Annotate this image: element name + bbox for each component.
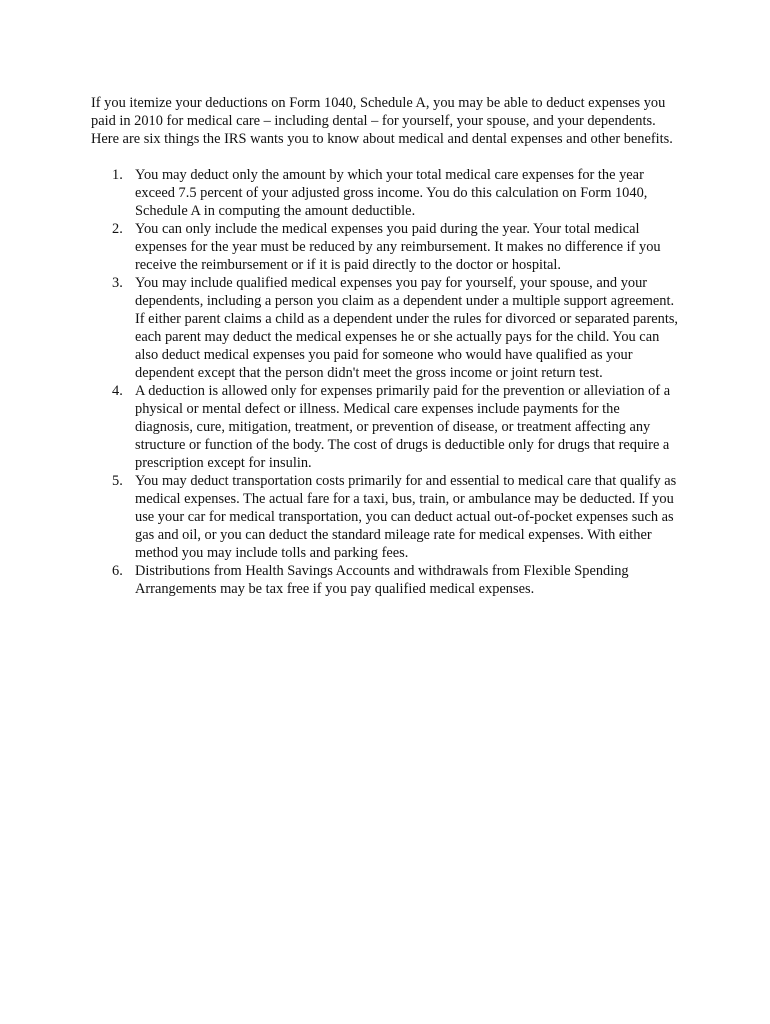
list-item-number: 2. bbox=[112, 221, 123, 237]
list-item-text: You can only include the medical expenses you paid during the year. Your total medical expenses for the year must be reduced by any reimbursement. It makes no difference if you receive the reimbursement or if it is paid directly to the doctor or hospital. bbox=[135, 221, 661, 273]
document-body bbox=[91, 94, 681, 598]
list-item-text: You may deduct transportation costs primarily for and essential to medical care that qualify as medical expenses. The actual fare for a taxi, bus, train, or ambulance may be deducted. If you use your car for medical transportation, you can deduct actual out-of-pocket expenses such as gas and oil, or you can deduct the standard mileage rate for medical expenses. With either method you may include tolls and parking fees. bbox=[135, 473, 677, 561]
list-item-text: Distributions from Health Savings Accounts and withdrawals from Flexible Spending Arrangements may be tax free if you pay qualified medical expenses. bbox=[135, 563, 629, 597]
list-item-number: 5. bbox=[112, 473, 123, 489]
list-item bbox=[91, 472, 681, 562]
list-item-text: You may deduct only the amount by which your total medical care expenses for the year exceed 7.5 percent of your adjusted gross income. You do this calculation on Form 1040, Schedule A in computing the amount deductible. bbox=[135, 167, 648, 219]
list-item bbox=[91, 166, 681, 220]
list-item-number: 3. bbox=[112, 275, 123, 291]
list-item bbox=[91, 562, 681, 598]
numbered-list bbox=[91, 166, 681, 598]
intro-paragraph: If you itemize your deductions on Form 1040, Schedule A, you may be able to deduct expenses you paid in 2010 for medical care – including dental – for yourself, your spouse, and your dependents. Here are six things the IRS wants you to know about medical and dental expenses and other benefits. bbox=[91, 95, 673, 147]
list-item-text: You may include qualified medical expenses you pay for yourself, your spouse, and your dependents, including a person you claim as a dependent under a multiple support agreement. If either parent claims a child as a dependent under the rules for divorced or separated parents, each parent may deduct the medical expenses he or she actually pays for the child. You can also deduct medical expenses you paid for someone who would have qualified as your dependent except that the person didn't meet the gross income or joint return test. bbox=[135, 275, 679, 381]
list-item bbox=[91, 220, 681, 274]
list-item-number: 4. bbox=[112, 383, 123, 399]
list-item-number: 1. bbox=[112, 167, 123, 183]
list-item bbox=[91, 274, 681, 382]
list-item-number: 6. bbox=[112, 563, 123, 579]
list-item-text: A deduction is allowed only for expenses primarily paid for the prevention or alleviation of a physical or mental defect or illness. Medical care expenses include payments for the diagnosis, cure, mitigation, treatment, or prevention of disease, or treatment affecting any structure or function of the body. The cost of drugs is deductible only for drugs that require a prescription except for insulin. bbox=[135, 383, 671, 471]
list-item bbox=[91, 382, 681, 472]
